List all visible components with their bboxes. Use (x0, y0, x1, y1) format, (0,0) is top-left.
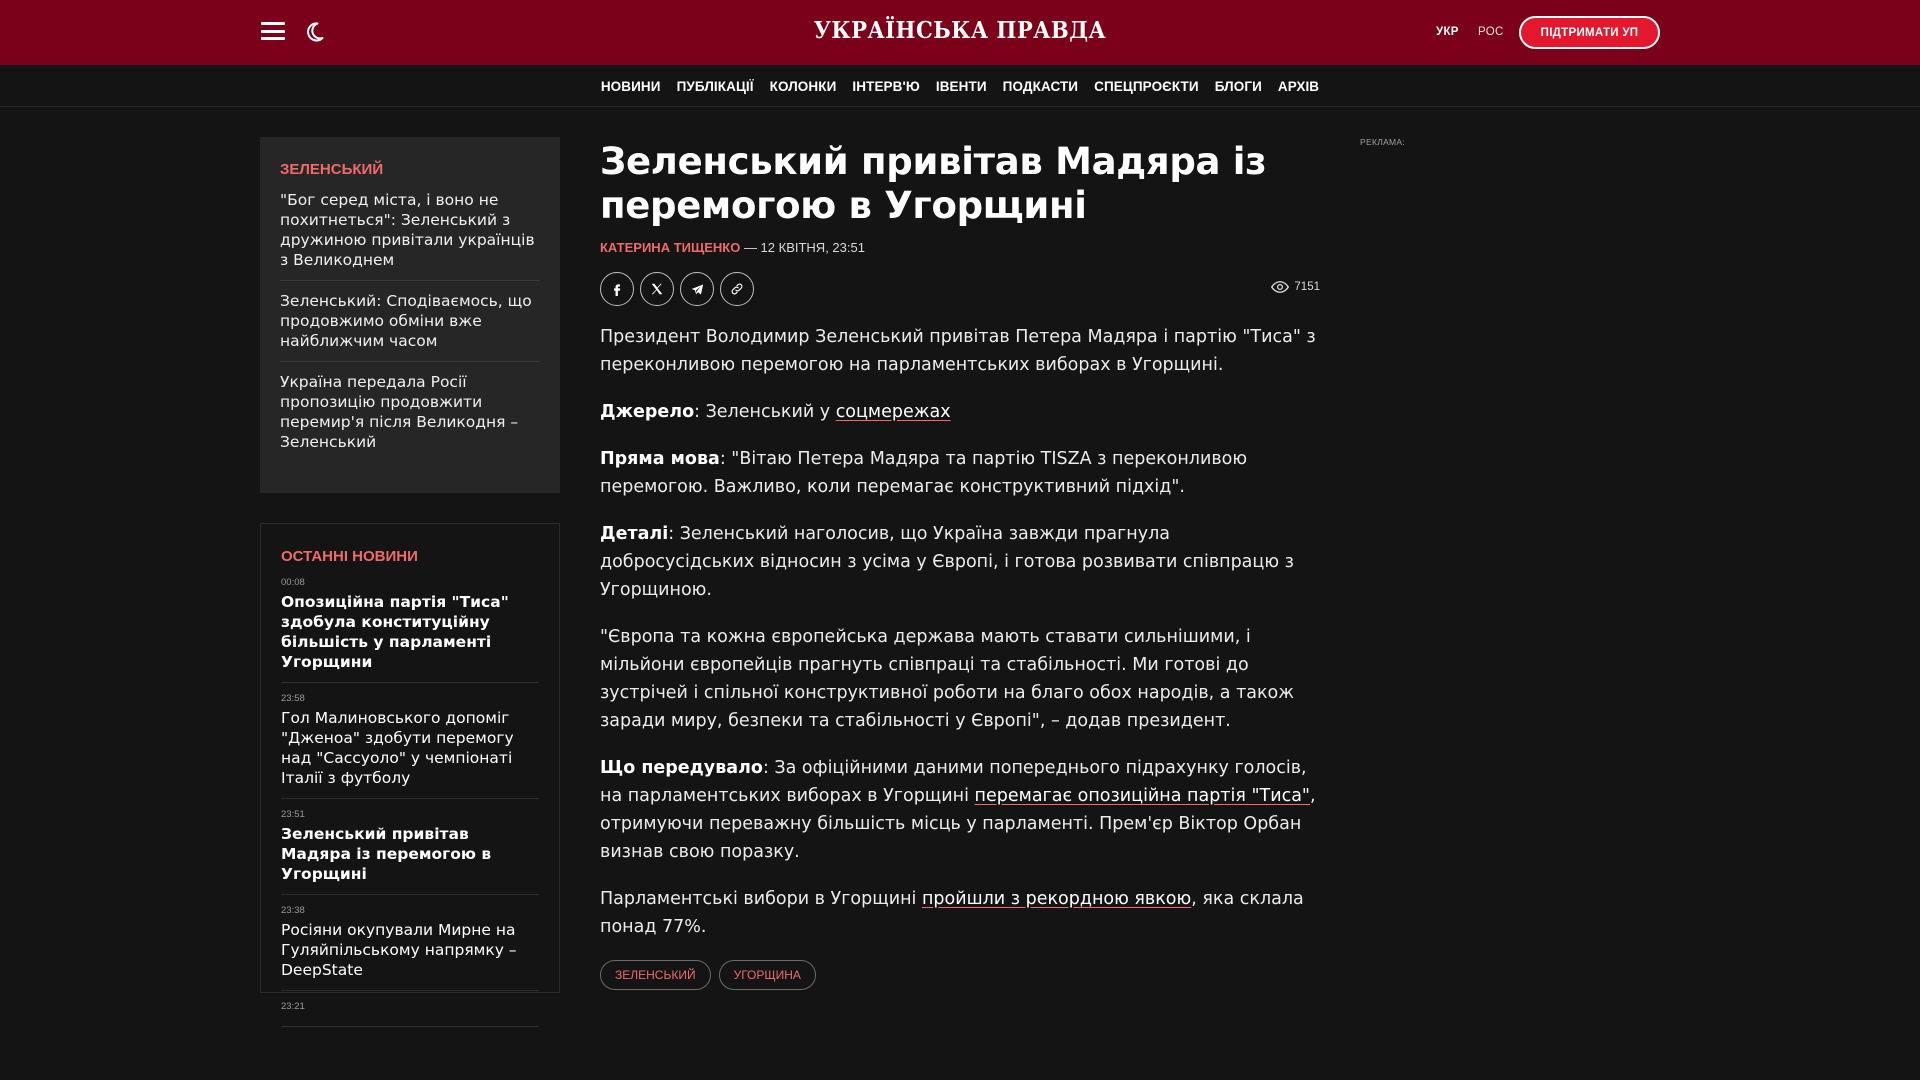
site-header (0, 0, 1920, 65)
source-link[interactable]: соцмережах (835, 402, 951, 422)
article-paragraph (600, 445, 1320, 501)
main-nav (0, 65, 1920, 107)
nav-item-columns[interactable]: КОЛОНКИ (769, 78, 837, 94)
news-time: 23:38 (281, 905, 305, 916)
record-turnout-link[interactable]: пройшли з рекордною явкою (921, 889, 1192, 909)
copy-link-button[interactable] (720, 272, 754, 306)
nav-item-specprojects[interactable]: СПЕЦПРОЄКТИ (1094, 78, 1199, 94)
author-link[interactable]: КАТЕРИНА ТИЩЕНКО (600, 240, 741, 255)
related-item[interactable]: Україна передала Росії пропозицію продовжити перемир'я після Великодня – Зеленський (280, 373, 519, 451)
menu-icon[interactable] (261, 22, 285, 40)
latest-news-item[interactable] (281, 1001, 539, 1027)
nav-item-archive[interactable]: АРХІВ (1277, 78, 1320, 94)
link-icon (730, 282, 744, 296)
facebook-share-button[interactable] (600, 272, 634, 306)
latest-box-title[interactable]: ОСТАННІ НОВИНИ (281, 548, 418, 565)
x-icon (650, 282, 664, 296)
article-paragraph (600, 520, 1320, 604)
article-date: — 12 КВІТНЯ, 23:51 (740, 240, 865, 255)
facebook-icon (610, 282, 624, 296)
related-box-title[interactable]: ЗЕЛЕНСЬКИЙ (280, 161, 384, 178)
news-time: 23:21 (281, 1001, 305, 1012)
telegram-share-button[interactable] (680, 272, 714, 306)
article-byline (600, 240, 1320, 255)
news-title: Росіяни окупували Мирне на Гуляйпільському напрямку – DeepState (281, 921, 517, 979)
paragraph-text: , яка склала понад 77%. (600, 889, 1304, 937)
related-item[interactable]: Зеленський: Сподіваємось, що продовжимо обміни вже найближчим часом (280, 291, 540, 362)
news-title: Опозиційна партія "Тиса" здобула конституційну більшість у парламенті Угорщини (281, 593, 509, 671)
ad-label: РЕКЛАМА: (1360, 137, 1406, 147)
latest-news-item[interactable] (281, 693, 539, 799)
tag-zelensky[interactable]: ЗЕЛЕНСЬКИЙ (600, 960, 711, 990)
article-headline: Зеленський привітав Мадяра із перемогою в Угорщині (600, 140, 1267, 227)
nav-item-podcasts[interactable]: ПОДКАСТИ (1002, 78, 1079, 94)
tisza-wins-link[interactable]: перемагає опозиційна партія "Тиса" (974, 786, 1310, 806)
article-paragraph: "Європа та кожна європейська держава мають ставати сильнішими, і мільйони європейців прагнуть співпраці та стабільності. Ми готові до зустрічей і спільної конструктивної роботи на благо обох народів, а також заради миру, безпеки та стабільності у Європі", – додав президент. (600, 627, 1295, 731)
article-paragraph (600, 398, 1320, 426)
news-time: 23:51 (281, 809, 305, 820)
news-time: 00:08 (281, 577, 305, 588)
article-body (600, 323, 1320, 941)
paragraph-text: , отримуючи переважну більшість місць у парламенті. Прем'єр Віктор Орбан визнав свою поразку. (600, 786, 1316, 862)
related-news-box (260, 137, 560, 493)
nav-item-blogs[interactable]: БЛОГИ (1214, 78, 1262, 94)
nav-item-publications[interactable]: ПУБЛІКАЦІЇ (676, 78, 754, 94)
x-share-button[interactable] (640, 272, 674, 306)
article-tags (600, 960, 1320, 990)
telegram-icon (690, 282, 705, 297)
moon-icon[interactable] (302, 20, 326, 44)
paragraph-label: Що передувало (600, 758, 763, 778)
paragraph-label: Джерело (600, 402, 695, 422)
lang-ros-link[interactable]: РОС (1478, 26, 1504, 38)
nav-item-interview[interactable]: ІНТЕРВ'Ю (852, 78, 920, 94)
views-counter (1271, 281, 1320, 293)
article-paragraph (600, 885, 1320, 941)
support-button[interactable]: ПІДТРИМАТИ УП (1519, 16, 1660, 49)
tag-hungary[interactable]: УГОРЩИНА (719, 960, 816, 990)
share-row (600, 272, 1320, 308)
article-paragraph (600, 754, 1320, 866)
news-time: 23:58 (281, 693, 305, 704)
views-count: 7151 (1294, 281, 1320, 293)
latest-news-item[interactable] (281, 577, 539, 683)
paragraph-text: : Зеленський у (694, 402, 836, 422)
paragraph-label: Пряма мова (600, 449, 720, 469)
article (600, 140, 1320, 990)
related-item[interactable]: "Бог серед міста, і воно не похитнеться": Зеленський з дружиною привітали українців з Великоднем (280, 190, 540, 281)
lang-ukr-link[interactable]: УКР (1436, 26, 1459, 38)
paragraph-text: : Зеленський наголосив, що Україна завжди прагнула добросусідських відносин з усіма у Європі, і готова розвивати співпрацю з Угорщиною. (600, 524, 1294, 600)
latest-news-item[interactable] (281, 905, 539, 991)
news-title: Гол Малиновського допоміг "Дженоа" здобути перемогу над "Сассуоло" у чемпіонаті Італії з футболу (281, 709, 514, 787)
news-title: Зеленський привітав Мадяра із перемогою в Угорщині (281, 825, 492, 883)
site-logo[interactable]: УКРАЇНСЬКА ПРАВДА (813, 17, 1107, 44)
nav-item-news[interactable]: НОВИНИ (600, 78, 661, 94)
eye-icon (1271, 281, 1289, 293)
latest-news-item[interactable] (281, 809, 539, 895)
latest-news-box (260, 523, 560, 1012)
paragraph-text: : За офіційними даними попереднього підрахунку голосів, на парламентських виборах в Угорщині (600, 758, 1307, 806)
paragraph-text: Парламентські вибори в Угорщині (600, 889, 922, 909)
paragraph-label: Деталі (600, 524, 669, 544)
paragraph-text: : "Вітаю Петера Мадяра та партію TISZA з переконливою перемогою. Важливо, коли перемагає конструктивний підхід". (600, 449, 1248, 497)
article-paragraph: Президент Володимир Зеленський привітав Петера Мадяра і партію "Тиса" з переконливою перемогою на парламентських виборах в Угорщині. (600, 327, 1316, 375)
nav-item-events[interactable]: ІВЕНТИ (935, 78, 987, 94)
